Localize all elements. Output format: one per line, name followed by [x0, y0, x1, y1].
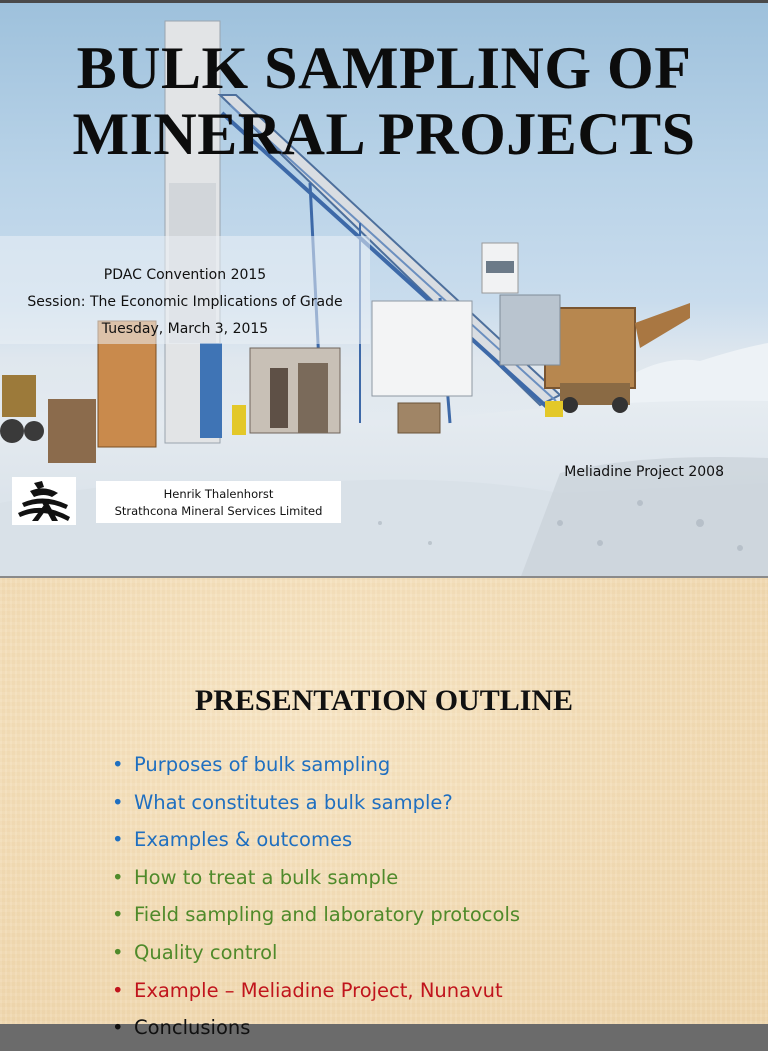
title-line-1: BULK SAMPLING OF	[76, 35, 692, 101]
outline-item-text: What constitutes a bulk sample?	[134, 790, 453, 814]
company-logo	[12, 477, 76, 525]
outline-item-text: Field sampling and laboratory protocols	[134, 903, 521, 927]
outline-item-text: Example – Meliadine Project, Nunavut	[134, 978, 503, 1002]
bullet-icon: •	[112, 940, 124, 964]
presentation-title	[0, 35, 768, 167]
bullet-icon: •	[112, 790, 124, 814]
outline-item-text: Quality control	[134, 940, 278, 964]
author-box	[96, 481, 341, 523]
session-name: Session: The Economic Implications of Grade	[27, 294, 343, 310]
bullet-icon: •	[112, 903, 124, 927]
bullet-icon: •	[112, 978, 124, 1002]
outline-slide	[0, 576, 768, 1040]
outline-item-text: Purposes of bulk sampling	[134, 753, 391, 776]
bullet-icon: •	[112, 753, 124, 776]
outline-item-text: Conclusions	[134, 1016, 251, 1040]
photo-caption: Meliadine Project 2008	[564, 464, 724, 480]
convention-name: PDAC Convention 2015	[103, 267, 267, 283]
outline-item-text: How to treat a bulk sample	[134, 865, 399, 889]
bullet-icon: •	[112, 1016, 124, 1040]
bullet-icon: •	[112, 828, 124, 852]
session-date: Tuesday, March 3, 2015	[101, 321, 269, 337]
bullet-icon: •	[112, 865, 124, 889]
session-info-box	[0, 236, 370, 344]
outline-heading: PRESENTATION OUTLINE	[194, 684, 574, 717]
author-name: Henrik Thalenhorst	[163, 487, 274, 501]
outline-item-text: Examples & outcomes	[134, 828, 353, 852]
author-company: Strathcona Mineral Services Limited	[114, 504, 323, 518]
strathcona-logo-icon	[12, 477, 76, 525]
title-line-2: MINERAL PROJECTS	[72, 101, 696, 167]
